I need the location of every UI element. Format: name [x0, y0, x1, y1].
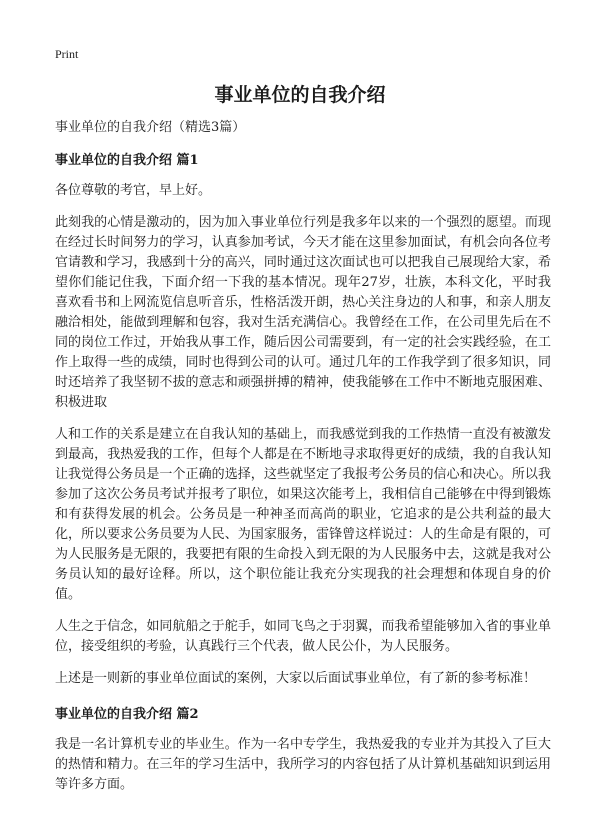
print-label[interactable]: Print [55, 47, 79, 61]
document-subtitle: 事业单位的自我介绍（精选3篇） [55, 120, 246, 135]
paragraph-belief: 人生之于信念，如同航船之于舵手，如同飞鸟之于羽翼，而我希望能够加入省的事业单位，接受组织的考验，认真践行三个代表，做人民公仆，为人民服务。 [55, 619, 551, 654]
paragraph-summary: 上述是一则新的事业单位面试的案例，大家以后面试事业单位，有了新的参考标准！ [55, 671, 537, 686]
paragraph-greeting: 各位尊敬的考官，早上好。 [55, 183, 212, 198]
document-body [55, 118, 551, 807]
paragraph-self-awareness: 人和工作的关系是建立在自我认知的基础上，而我感觉到我的工作热情一直没有被激发到最高，我热爱我的工作，但每个人都是在不断地寻求取得更好的成绩，我的自我认知让我觉得公务员是一个正确的选择，这些就坚定了我报考公务员的信心和决心。所以我参加了这次公务员考试并报考了职位，如果这次能考上，我相信自己能够在中得到锻炼和有获得发展的机会。公务员是一种神圣而高尚的职业，它追求的是公共利益的最大化，所以要求公务员要为人民、为国家服务，雷锋曾这样说过：人的生命是有限的，可为人民服务是无限的，我要把有限的生命投入到无限的为人民服务中去，这就是我对公务员认知的最好诠释。所以，这个职位能让我充分实现我的社会理想和体现自身的价值。 [55, 427, 551, 602]
section-heading: 事业单位的自我介绍 篇2 [55, 707, 199, 722]
section-heading: 事业单位的自我介绍 篇1 [55, 153, 199, 168]
section-1 [55, 151, 551, 689]
paragraph-introduction: 此刻我的心情是激动的，因为加入事业单位行列是我多年以来的一个强烈的愿望。而现在经过长时间努力的学习，认真参加考试，今天才能在这里参加面试，有机会向各位考官请教和学习，我感到十分的高兴，同时通过这次面试也可以把我自己展现给大家，希望你们能记住我，下面介绍一下我的基本情况。现年27岁，壮族，本科文化，平时我喜欢看书和上网流览信息听音乐，性格活泼开朗，热心关注身边的人和事，和亲人朋友融洽相处，能做到理解和包容，我对生活充满信心。我曾经在工作，在公司里先后在不同的岗位工作过，开始我从事工作，随后因公司需要到，有一定的社会实践经验，在工作上取得一些的成绩，同时也得到公司的认可。通过几年的工作我学到了很多知识，同时还培养了我坚韧不拔的意志和顽强拼搏的精神，使我能够在工作中不断地克服困难、积极进取 [55, 215, 551, 410]
paragraph-graduate-intro: 我是一名计算机专业的毕业生。作为一名中专学生，我热爱我的专业并为其投入了巨大的热情和精力。在三年的学习生活中，我所学习的内容包括了从计算机基础知识到运用等许多方面。 [55, 737, 551, 792]
document-title: 事业单位的自我介绍 [214, 84, 386, 106]
section-2 [55, 705, 551, 795]
